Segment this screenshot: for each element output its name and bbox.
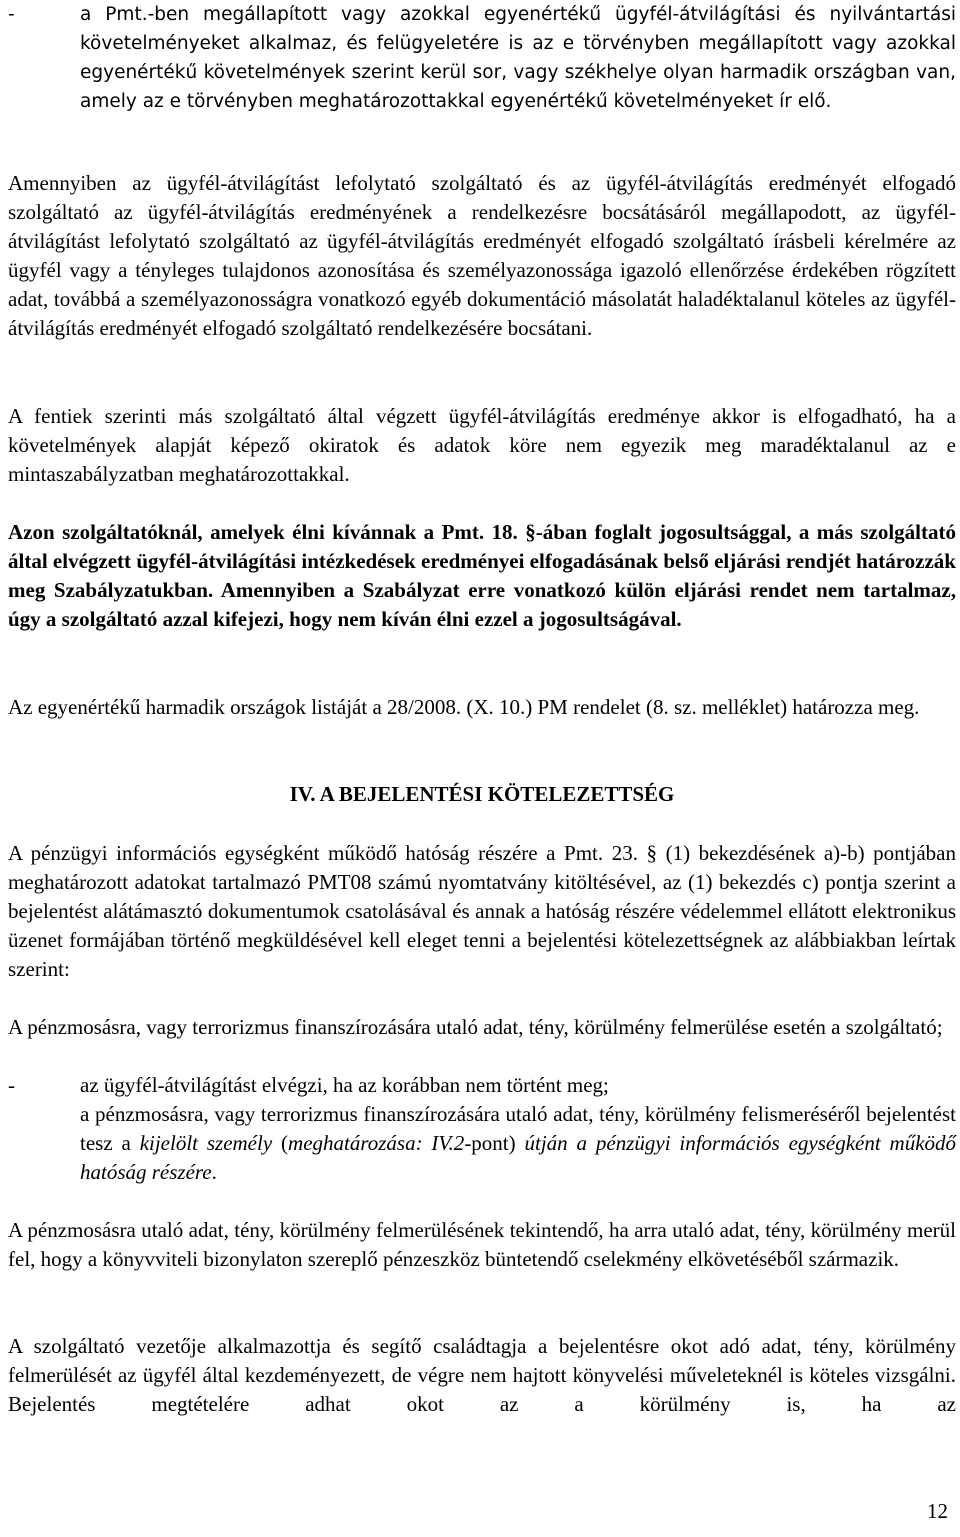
- list-text: (: [272, 1131, 289, 1155]
- list-dash: -: [8, 1073, 15, 1097]
- paragraph: Az egyenértékű harmadik országok listáját a 28/2008. (X. 10.) PM rendelet (8. sz. melléklet) határozza meg.: [8, 695, 920, 719]
- list-text: -pont): [464, 1131, 525, 1155]
- paragraph: A pénzmosásra, vagy terrorizmus finanszírozására utaló adat, tény, körülmény felmerülése esetén a szolgáltató;: [8, 1015, 943, 1039]
- italic-text: meghatározása: IV.2: [288, 1131, 465, 1155]
- bold-paragraph: Azon szolgáltatóknál, amelyek élni kívánnak a Pmt. 18. §-ában foglalt jogosultsággal, a más szolgáltató által elvégzett ügyfél-átvilágítási intézkedések eredményei elfogadásának belső eljárási rendjét határozzák meg Szabályzatukban. Amennyiben a Szabályzat erre vonatkozó külön eljárási rendet nem tartalmaz, úgy a szolgáltató azzal kifejezi, hogy nem kíván élni ezzel a jogosultságával.: [8, 520, 956, 631]
- paragraph: Amennyiben az ügyfél-átvilágítást lefolytató szolgáltató és az ügyfél-átvilágítás eredményét elfogadó szolgáltató az ügyfél-átvilágítás eredményének a rendelkezésre bocsátásáról megállapodott, az ügyfél-átvilágítást lefolytató szolgáltató az ügyfél-átvilágítás eredményét elfogadó szolgáltató írásbeli kérelmére az ügyfél vagy a tényleges tulajdonos azonosítása és személyazonossága igazoló ellenőrzése érdekében rögzített adat, továbbá a személyazonosságra vonatkozó egyéb dokumentáció másolatát haladéktalanul köteles az ügyfél-átvilágítás eredményét elfogadó szolgáltató rendelkezésére bocsátani.: [8, 171, 956, 340]
- list-item-text: a Pmt.-ben megállapított vagy azokkal egyenértékű ügyfél-átvilágítási és nyilvántartási követelményeket alkalmaz, és felügyeletére is az e törvényben megállapított vagy azokkal egyenértékű követelmények szerint kerül sor, vagy székhelye olyan harmadik országban van, amely az e törvényben meghatározottakkal egyenértékű követelményeket ír elő.: [80, 4, 956, 112]
- list-text: .: [211, 1160, 217, 1184]
- italic-text: kijelölt személy: [139, 1131, 273, 1155]
- italic-text: útján a pénzügyi információs egységként működő hatóság részére: [80, 1131, 957, 1184]
- list-text: a pénzmosásra, vagy terrorizmus finanszírozására utaló adat, tény, körülmény felismeréséről bejelentést tesz a: [80, 1102, 956, 1155]
- paragraph: A pénzügyi információs egységként működő hatóság részére a Pmt. 23. § (1) bekezdésének a)-b) pontjában meghatározott adatokat tartalmazó PMT08 számú nyomtatvány kitöltésével, az (1) bekezdés c) pontja szerint a bejelentést alátámasztó dokumentumok csatolásával és annak a hatóság részére védelemmel ellátott elektronikus üzenet formájában történő megküldésével kell eleget tenni a bejelentési kötelezettségnek az alábbiakban leírtak szerint:: [8, 841, 956, 981]
- dash-list-item: [8, 0, 956, 116]
- paragraph: A pénzmosásra utaló adat, tény, körülmény felmerülésének tekintendő, ha arra utaló adat, tény, körülmény merül fel, hogy a könyvviteli bizonylaton szereplő pénzeszköz büntetendő cselekmény elkövetéséből származik.: [8, 1218, 956, 1271]
- list-item-text: az ügyfél-átvilágítást elvégzi, ha az korábban nem történt meg;: [80, 1073, 609, 1097]
- dash-list-item: [8, 1071, 956, 1100]
- list-item-continuation: [8, 1100, 956, 1187]
- list-dash: -: [8, 4, 15, 25]
- paragraph: A szolgáltató vezetője alkalmazottja és segítő családtagja a bejelentésre okot adó adat, tény, körülmény felmerülését az ügyfél által kezdeményezett, de végre nem hajtott könyvelési műveleteknél is köteles vizsgálni. Bejelentés megtételére adhat okot az a körülmény is, ha az: [8, 1334, 956, 1416]
- paragraph: A fentiek szerinti más szolgáltató által végzett ügyfél-átvilágítás eredménye akkor is elfogadható, ha a követelmények alapját képező okiratok és adatok köre nem egyezik meg maradéktalanul az e mintaszabályzatban meghatározottakkal.: [8, 404, 956, 486]
- page-number: 12: [927, 1499, 948, 1523]
- dash-list: [8, 1071, 956, 1187]
- section-heading: IV. A BEJELENTÉSI KÖTELEZETTSÉG: [289, 782, 675, 806]
